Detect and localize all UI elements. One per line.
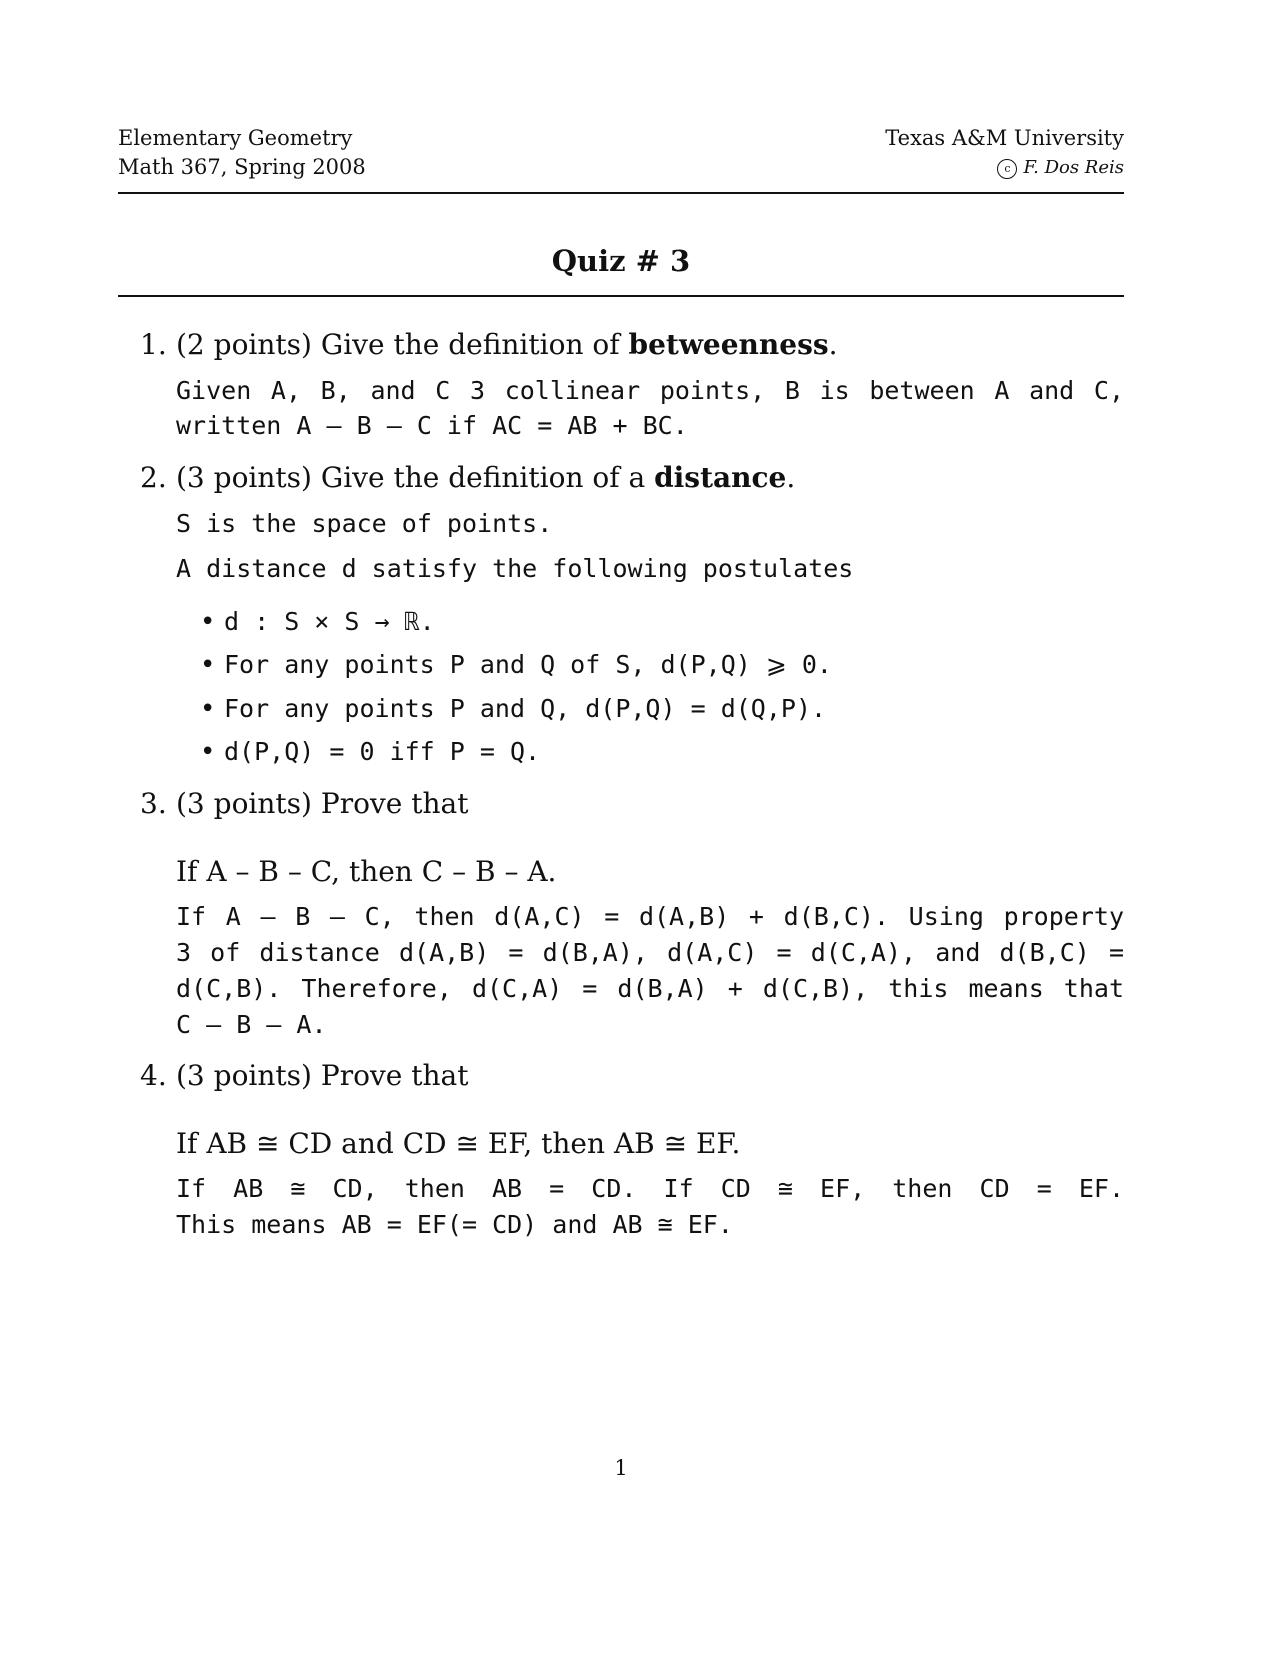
course-term: Math 367, Spring 2008 (118, 155, 366, 179)
question-keyword: distance (654, 461, 787, 494)
bullet-icon: • (200, 607, 216, 637)
institution-header (885, 124, 1124, 182)
document-page (118, 0, 1124, 1656)
bullet-icon: • (200, 737, 216, 767)
author-line (885, 153, 1124, 182)
question-number: 1. (140, 328, 167, 361)
copyright-icon: c (997, 159, 1017, 179)
question-prompt: (3 points) Give the definition of a (176, 461, 655, 494)
proof-3-line-2: 3 of distance d(A,B) = d(B,A), d(A,C) = d(C,A), and d(B,C) = (176, 938, 1124, 967)
author-name: F. Dos Reis (1023, 157, 1124, 178)
bullet-icon: • (200, 694, 216, 724)
question-prompt: (3 points) Prove that (176, 787, 469, 820)
answer-2-line-1: S is the space of points. (176, 509, 553, 538)
proof-3-line-3: d(C,B). Therefore, d(C,A) = d(B,A) + d(C,B), this means that (176, 974, 1124, 1003)
question-1: 1. (2 points) Give the definition of betweenness. (140, 328, 838, 361)
answer-2-line-2: A distance d satisfy the following postulates (176, 554, 854, 583)
postulate-3: • For any points P and Q, d(P,Q) = d(Q,P). (200, 690, 1100, 728)
question-number: 4. (140, 1059, 167, 1092)
proof-3-line-4: C – B – A. (176, 1010, 327, 1039)
question-4 (140, 1059, 1124, 1093)
bullet-icon: • (200, 650, 216, 680)
question-2: 2. (3 points) Give the definition of a distance. (140, 461, 796, 494)
university-name: Texas A&M University (885, 126, 1124, 150)
course-header (118, 124, 366, 182)
quiz-title: Quiz # 3 (551, 244, 691, 278)
statement-4: If AB ≅ CD and CD ≅ EF, then AB ≅ EF. (176, 1127, 741, 1160)
proof-4-line-1: If AB ≅ CD, then AB = CD. If CD ≅ EF, then CD = EF. (176, 1174, 1124, 1203)
proof-3-line-1: If A – B – C, then d(A,C) = d(A,B) + d(B,C). Using property (176, 902, 1124, 931)
proof-4-line-2: This means AB = EF(= CD) and AB ≅ EF. (176, 1210, 733, 1239)
answer-1-line-2: written A – B – C if AC = AB + BC. (176, 411, 688, 440)
postulate-1: • d : S × S → ℝ. (200, 603, 1100, 641)
question-prompt: (2 points) Give the definition of (176, 328, 629, 361)
postulate-2: • For any points P and Q of S, d(P,Q) ⩾ 0. (200, 646, 1100, 684)
question-keyword: betweenness (628, 328, 829, 361)
question-number: 3. (140, 787, 167, 820)
postulate-4: • d(P,Q) = 0 iff P = Q. (200, 733, 1100, 771)
top-rule (118, 192, 1124, 194)
title-rule (118, 295, 1124, 297)
page-number: 1 (614, 1456, 628, 1480)
course-name: Elementary Geometry (118, 126, 353, 150)
statement-3: If A – B – C, then C – B – A. (176, 855, 557, 888)
question-prompt: (3 points) Prove that (176, 1059, 469, 1092)
question-number: 2. (140, 461, 167, 494)
question-3 (140, 787, 1124, 821)
answer-1-line-1: Given A, B, and C 3 collinear points, B is between A and C, (176, 376, 1124, 405)
